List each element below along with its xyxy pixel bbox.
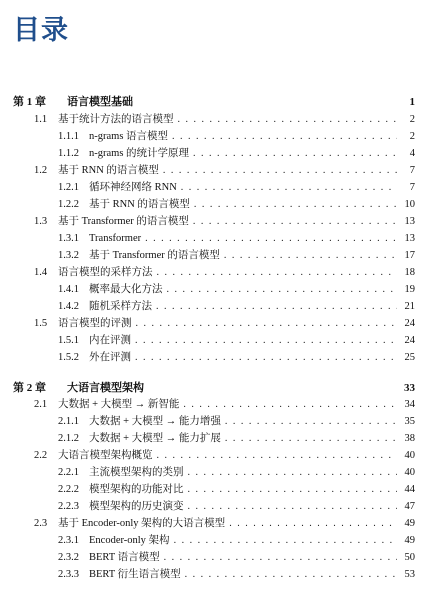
dot-leader [157,266,398,280]
page-number: 38 [404,433,415,444]
section-title: 基于 RNN 的语言模型 [58,165,159,176]
page-number: 13 [404,233,415,244]
subsection-number: 2.1.1 [58,416,79,427]
toc-section[interactable] [34,317,415,331]
dot-leader [136,317,398,331]
subsection-number: 2.1.2 [58,433,79,444]
toc-subsection[interactable] [58,147,415,161]
page-title: 目录 [13,15,69,46]
subsection-number: 1.1.1 [58,131,79,142]
subsection-number: 1.2.1 [58,182,79,193]
page-number: 34 [404,399,415,410]
page-number: 33 [404,382,415,394]
subsection-title: BERT 语言模型 [89,552,160,563]
subsection-title: 大数据 + 大模型 → 能力增强 [89,416,221,427]
page-number: 10 [404,199,415,210]
subsection-number: 1.3.2 [58,250,79,261]
section-title: 基于统计方法的语言模型 [58,114,174,125]
subsection-title: 概率最大化方法 [89,284,163,295]
subsection-title: 基于 RNN 的语言模型 [89,199,190,210]
toc-section[interactable] [34,113,415,127]
chapter-title: 大语言模型架构 [67,382,144,394]
toc-subsection[interactable] [58,568,415,582]
toc-section[interactable] [34,517,415,531]
subsection-title: 模型架构的历史演变 [89,501,184,512]
page-number: 50 [404,552,415,563]
page-number: 24 [404,318,415,329]
subsection-title: 基于 Transformer 的语言模型 [89,250,220,261]
toc-subsection[interactable] [58,334,415,348]
subsection-title: 随机采样方法 [89,301,152,312]
page-number: 49 [404,535,415,546]
section-title: 基于 Encoder-only 架构的大语言模型 [58,518,226,529]
page-number: 35 [404,416,415,427]
chapter-number: 第 2 章 [13,382,46,394]
toc-subsection[interactable] [58,351,415,365]
toc-section[interactable] [34,266,415,280]
subsection-number: 2.2.2 [58,484,79,495]
section-number: 2.2 [34,450,48,461]
dot-leader [183,398,397,412]
dot-leader [229,517,397,531]
page-number: 24 [404,335,415,346]
dot-leader [135,351,397,365]
subsection-number: 1.2.2 [58,199,79,210]
toc-subsection[interactable] [58,415,415,429]
section-number: 1.1 [34,114,48,125]
subsection-number: 2.3.1 [58,535,79,546]
subsection-title: 内在评测 [89,335,131,346]
section-number: 2.3 [34,518,48,529]
page-number: 44 [404,484,415,495]
subsection-number: 1.1.2 [58,148,79,159]
page-number: 40 [404,467,415,478]
subsection-title: 外在评测 [89,352,131,363]
dot-leader [164,551,397,565]
page-number: 25 [404,352,415,363]
dot-leader [188,466,398,480]
page-number: 7 [409,165,415,176]
page-number: 4 [409,148,415,159]
subsection-number: 1.3.1 [58,233,79,244]
subsection-title: 大数据 + 大模型 → 能力扩展 [89,433,221,444]
chapter-number: 第 1 章 [13,96,46,108]
page-number: 7 [409,182,415,193]
dot-leader [188,500,398,514]
toc-subsection[interactable] [58,300,415,314]
dot-leader [157,449,398,463]
section-number: 1.2 [34,165,48,176]
subsection-number: 2.3.3 [58,569,79,580]
dot-leader [145,232,397,246]
subsection-title: n-grams 语言模型 [89,131,169,142]
toc-subsection[interactable] [58,483,415,497]
subsection-title: 模型架构的功能对比 [89,484,184,495]
page-number: 2 [409,131,415,142]
page-number: 17 [404,250,415,261]
toc-subsection[interactable] [58,551,415,565]
page-number: 18 [404,267,415,278]
subsection-title: 主流模型架构的类别 [89,467,184,478]
page-number: 40 [404,450,415,461]
page-number: 53 [404,569,415,580]
subsection-number: 2.2.1 [58,467,79,478]
dot-leader [178,113,398,127]
subsection-number: 2.2.3 [58,501,79,512]
subsection-title: BERT 衍生语言模型 [89,569,181,580]
dot-leader [225,432,397,446]
section-title: 语言模型的评测 [58,318,132,329]
page-number: 47 [404,501,415,512]
dot-leader [167,283,398,297]
toc-chapter-1[interactable] [13,95,415,109]
dot-leader [135,334,397,348]
dot-leader [174,534,397,548]
toc-section[interactable] [34,164,415,178]
subsection-number: 2.3.2 [58,552,79,563]
section-number: 2.1 [34,399,48,410]
page-number: 21 [404,301,415,312]
subsection-title: 循环神经网络 RNN [89,182,177,193]
toc-section[interactable] [34,449,415,463]
toc-subsection[interactable] [58,181,415,195]
subsection-number: 1.5.2 [58,352,79,363]
toc-subsection[interactable] [58,249,415,263]
dot-leader [193,147,397,161]
dot-leader [156,300,397,314]
toc-section[interactable] [34,398,415,412]
subsection-number: 1.4.1 [58,284,79,295]
page-number: 19 [404,284,415,295]
dot-leader [163,164,397,178]
subsection-number: 1.5.1 [58,335,79,346]
dot-leader [188,483,398,497]
toc-subsection[interactable] [58,198,415,212]
section-number: 1.4 [34,267,48,278]
subsection-title: n-grams 的统计学原理 [89,148,190,159]
toc-subsection[interactable] [58,466,415,480]
toc-subsection[interactable] [58,500,415,514]
page-number: 2 [409,114,415,125]
dot-leader [185,568,397,582]
dot-leader [181,181,397,195]
section-number: 1.5 [34,318,48,329]
subsection-title: Transformer [89,233,142,244]
section-title: 基于 Transformer 的语言模型 [58,216,189,227]
toc-subsection[interactable] [58,534,415,548]
toc-subsection[interactable] [58,283,415,297]
subsection-number: 1.4.2 [58,301,79,312]
section-number: 1.3 [34,216,48,227]
toc-subsection[interactable] [58,130,415,144]
dot-leader [224,249,397,263]
section-title: 大数据 + 大模型 → 新智能 [58,399,180,410]
subsection-title: Encoder-only 架构 [89,535,170,546]
toc-chapter-2[interactable] [13,381,415,395]
dot-leader [172,130,397,144]
page-number: 1 [409,96,415,108]
toc-subsection[interactable] [58,232,415,246]
chapter-title: 语言模型基础 [67,96,133,108]
section-title: 大语言模型架构概览 [58,450,153,461]
toc-subsection[interactable] [58,432,415,446]
dot-leader [193,215,397,229]
page-number: 49 [404,518,415,529]
section-title: 语言模型的采样方法 [58,267,153,278]
dot-leader [225,415,397,429]
dot-leader [194,198,397,212]
toc-section[interactable] [34,215,415,229]
page-number: 13 [404,216,415,227]
